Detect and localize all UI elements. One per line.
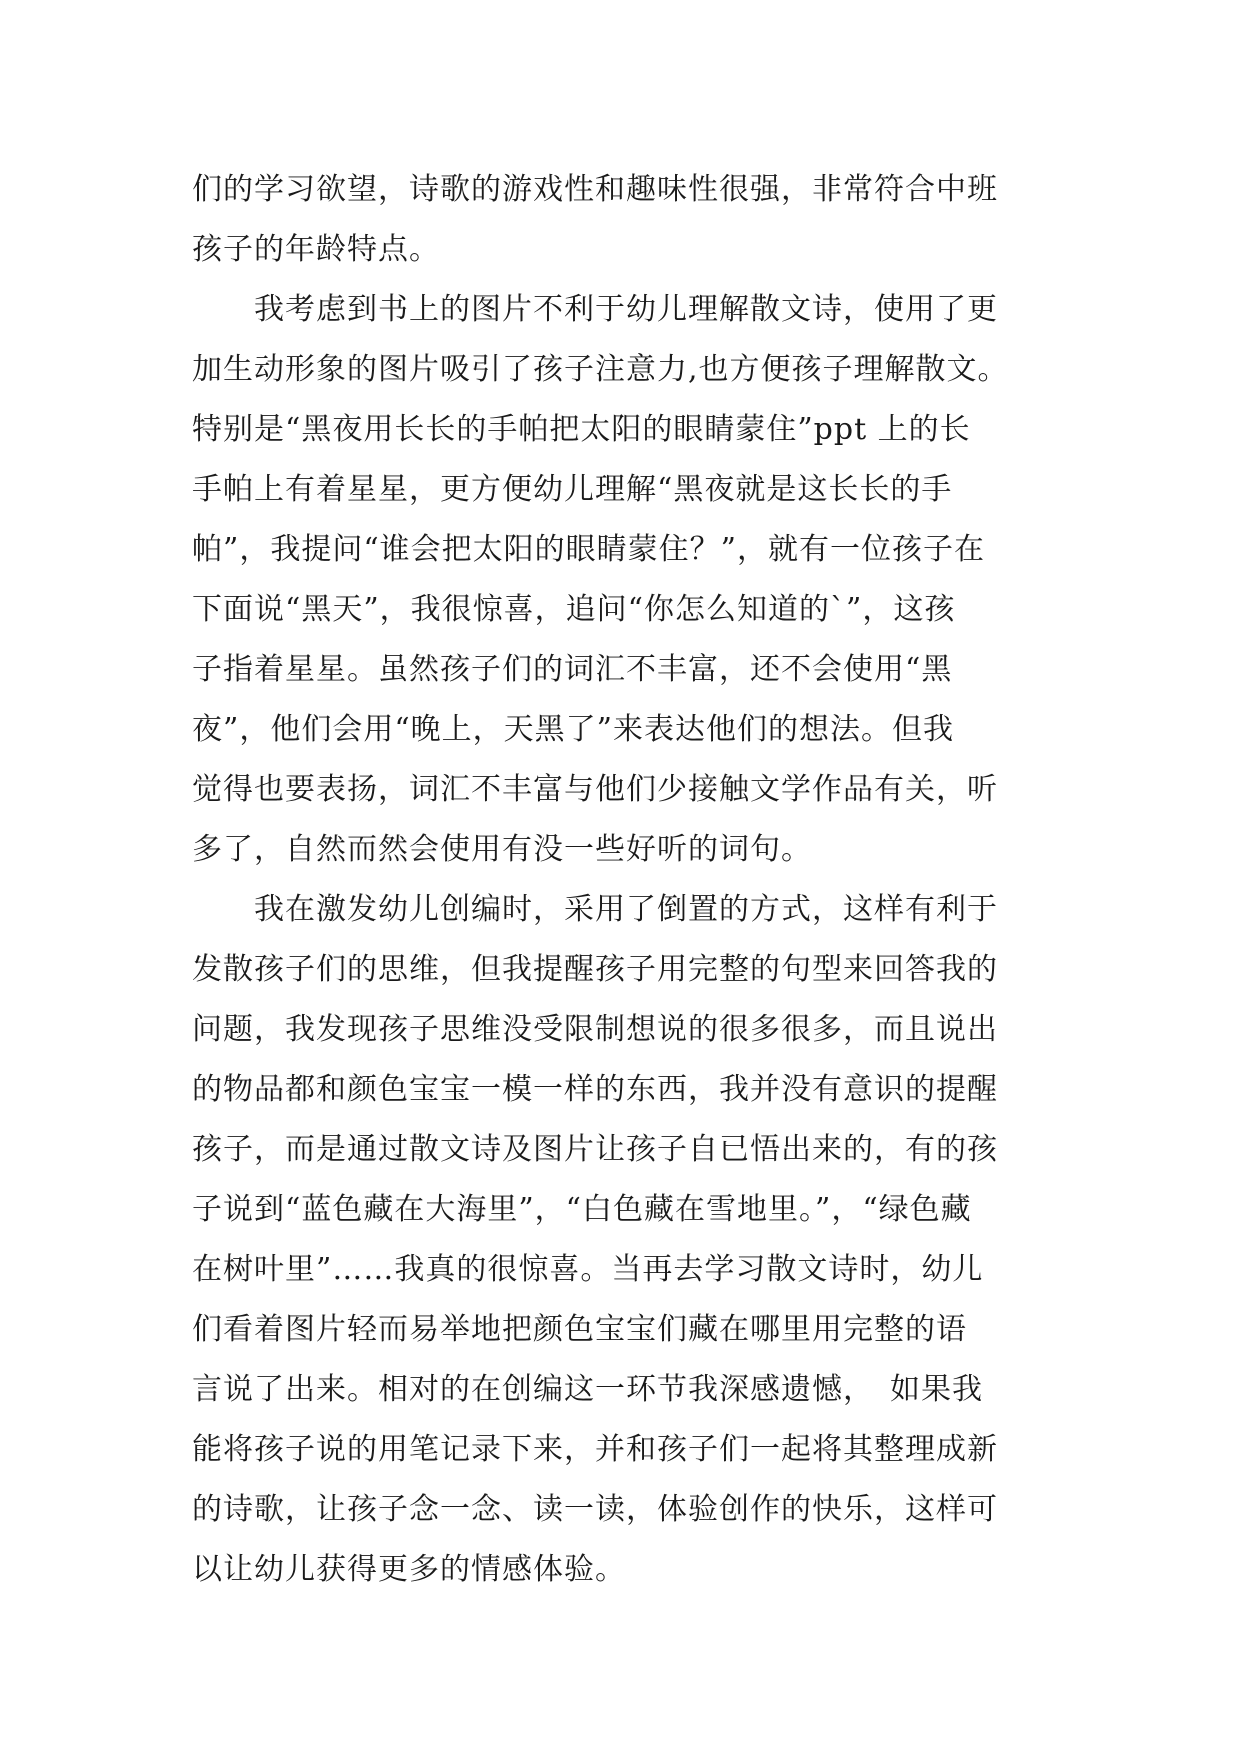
text-line: 的物品都和颜色宝宝一模一样的东西，我并没有意识的提醒 [192,1072,998,1107]
text-line: 下面说“黑天”，我很惊喜，追问“你怎么知道的`”，这孩 [192,592,956,627]
text-line: 们看着图片轻而易举地把颜色宝宝们藏在哪里用完整的语 [192,1312,967,1347]
text-line: 的诗歌，让孩子念一念、读一读，体验创作的快乐，这样可 [192,1492,998,1527]
text-line: 在树叶里”……我真的很惊喜。当再去学习散文诗时，幼儿 [192,1252,984,1287]
text-line: 孩子，而是通过散文诗及图片让孩子自已悟出来的，有的孩 [192,1132,998,1167]
text-line: 言说了出来。相对的在创编这一环节我深感遗憾， 如果我 [192,1372,983,1407]
text-line: 帕”，我提问“谁会把太阳的眼睛蒙住？”，就有一位孩子在 [192,532,986,567]
text-line: 子指着星星。虽然孩子们的词汇不丰富，还不会使用“黑 [192,652,953,687]
text-line: 我在激发幼儿创编时，采用了倒置的方式，这样有利于 [192,892,998,927]
text-line: 发散孩子们的思维，但我提醒孩子用完整的句型来回答我的 [192,952,998,987]
text-line: 觉得也要表扬，词汇不丰富与他们少接触文学作品有关，听 [192,772,998,807]
text-line: 我考虑到书上的图片不利于幼儿理解散文诗，使用了更 [192,292,998,327]
text-line: 特别是“黑夜用长长的手帕把太阳的眼睛蒙住”ppt 上的长 [192,412,971,447]
text-line: 加生动形象的图片吸引了孩子注意力,也方便孩子理解散文。 [192,352,1009,387]
text-line: 们的学习欲望，诗歌的游戏性和趣味性很强，非常符合中班 [192,172,998,207]
text-line: 孩子的年龄特点。 [192,232,440,267]
body-text [192,160,1072,1600]
text-line: 子说到“蓝色藏在大海里”，“白色藏在雪地里。”，“绿色藏 [192,1192,972,1227]
text-line: 问题，我发现孩子思维没受限制想说的很多很多，而且说出 [192,1012,998,1047]
text-line: 多了，自然而然会使用有没一些好听的词句。 [192,832,812,867]
text-line: 以让幼儿获得更多的情感体验。 [192,1552,626,1587]
text-line: 手帕上有着星星，更方便幼儿理解“黑夜就是这长长的手 [192,472,953,507]
text-line: 能将孩子说的用笔记录下来，并和孩子们一起将其整理成新 [192,1432,998,1467]
text-line: 夜”，他们会用“晚上，天黑了”来表达他们的想法。但我 [192,712,955,747]
